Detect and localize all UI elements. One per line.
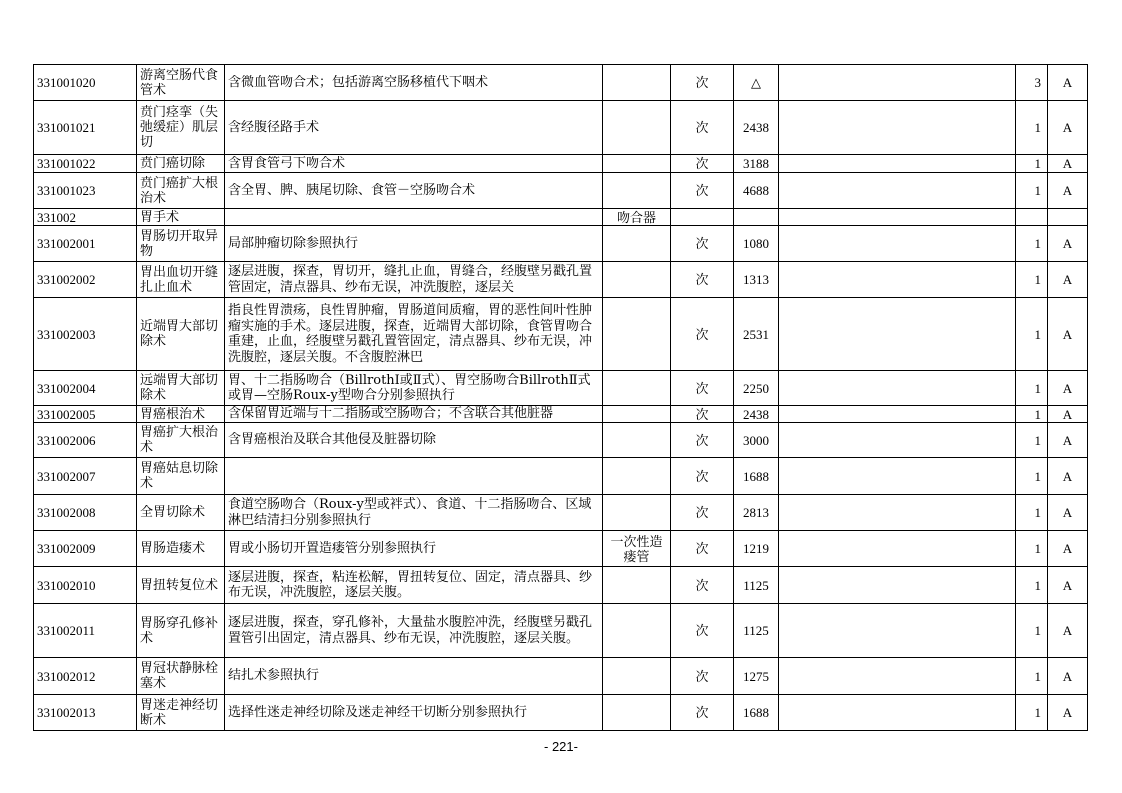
pricing-unit: 次	[671, 101, 734, 155]
item-content: 含经腹径路手术	[225, 101, 603, 155]
item-category: A	[1048, 423, 1088, 458]
excluded-materials	[603, 155, 671, 173]
item-code: 331002002	[34, 262, 137, 298]
pricing-unit: 次	[671, 495, 734, 531]
item-name: 近端胃大部切除术	[137, 298, 225, 371]
item-category: A	[1048, 567, 1088, 604]
item-name: 胃癌姑息切除术	[137, 458, 225, 495]
item-code: 331002005	[34, 406, 137, 423]
item-code: 331001020	[34, 65, 137, 101]
item-code: 331002012	[34, 658, 137, 695]
item-note	[779, 495, 1016, 531]
page-number: - 221-	[544, 739, 578, 754]
pricing-unit: 次	[671, 695, 734, 731]
item-code: 331002008	[34, 495, 137, 531]
item-content: 胃或小肠切开置造瘘管分别参照执行	[225, 531, 603, 567]
table-row	[34, 371, 1088, 406]
payment-ratio: 1	[1016, 371, 1048, 406]
payment-ratio: 1	[1016, 567, 1048, 604]
pricing-unit: 次	[671, 65, 734, 101]
excluded-materials	[603, 695, 671, 731]
item-name: 胃癌根治术	[137, 406, 225, 423]
item-code: 331002004	[34, 371, 137, 406]
table-row	[34, 173, 1088, 209]
item-content: 食道空肠吻合（Roux-y型或袢式）、食道、十二指肠吻合、区域淋巴结清扫分别参照执行	[225, 495, 603, 531]
item-note	[779, 226, 1016, 262]
table-row	[34, 262, 1088, 298]
item-name: 游离空肠代食管术	[137, 65, 225, 101]
payment-ratio	[1016, 209, 1048, 226]
item-code: 331002001	[34, 226, 137, 262]
item-code: 331002011	[34, 604, 137, 658]
item-price: 1275	[734, 658, 779, 695]
item-price: 1313	[734, 262, 779, 298]
payment-ratio: 1	[1016, 173, 1048, 209]
item-note	[779, 209, 1016, 226]
item-note	[779, 423, 1016, 458]
item-category: A	[1048, 298, 1088, 371]
item-content: 含微血管吻合术；包括游离空肠移植代下咽术	[225, 65, 603, 101]
item-price: 3188	[734, 155, 779, 173]
item-category: A	[1048, 262, 1088, 298]
payment-ratio: 1	[1016, 658, 1048, 695]
item-category: A	[1048, 658, 1088, 695]
excluded-materials	[603, 262, 671, 298]
item-content: 含全胃、脾、胰尾切除、食管－空肠吻合术	[225, 173, 603, 209]
excluded-materials: 一次性造瘘管	[603, 531, 671, 567]
item-category: A	[1048, 65, 1088, 101]
item-name: 贲门痉挛（失弛缓症）肌层切	[137, 101, 225, 155]
item-code: 331002006	[34, 423, 137, 458]
excluded-materials	[603, 458, 671, 495]
item-note	[779, 101, 1016, 155]
excluded-materials	[603, 495, 671, 531]
pricing-unit: 次	[671, 262, 734, 298]
item-code: 331001022	[34, 155, 137, 173]
item-category: A	[1048, 531, 1088, 567]
pricing-unit	[671, 209, 734, 226]
payment-ratio: 1	[1016, 423, 1048, 458]
item-price: 2438	[734, 406, 779, 423]
table-row	[34, 495, 1088, 531]
item-name: 胃迷走神经切断术	[137, 695, 225, 731]
pricing-unit: 次	[671, 406, 734, 423]
item-note	[779, 567, 1016, 604]
item-content: 胃、十二指肠吻合（BillrothⅠ或Ⅱ式）、胃空肠吻合BillrothⅡ式或胃—空肠Roux-y型吻合分别参照执行	[225, 371, 603, 406]
payment-ratio: 1	[1016, 458, 1048, 495]
item-name: 全胃切除术	[137, 495, 225, 531]
item-code: 331002003	[34, 298, 137, 371]
item-content: 结扎术参照执行	[225, 658, 603, 695]
payment-ratio: 1	[1016, 406, 1048, 423]
item-category: A	[1048, 371, 1088, 406]
pricing-unit: 次	[671, 371, 734, 406]
item-content: 指良性胃溃疡，良性胃肿瘤，胃肠道间质瘤，胃的恶性间叶性肿瘤实施的手术。逐层进腹，探查，近端胃大部切除，食管胃吻合重建，止血，经腹壁另戳孔置管固定，清点器具、纱布无误，冲洗腹腔，逐层关腹。不含腹腔淋巴	[225, 298, 603, 371]
item-content: 局部肿瘤切除参照执行	[225, 226, 603, 262]
pricing-unit: 次	[671, 298, 734, 371]
item-note	[779, 173, 1016, 209]
excluded-materials	[603, 423, 671, 458]
item-code: 331002009	[34, 531, 137, 567]
pricing-unit: 次	[671, 567, 734, 604]
item-note	[779, 531, 1016, 567]
item-category: A	[1048, 604, 1088, 658]
item-name: 胃手术	[137, 209, 225, 226]
item-price: 1125	[734, 567, 779, 604]
table-row	[34, 155, 1088, 173]
payment-ratio: 1	[1016, 262, 1048, 298]
excluded-materials	[603, 65, 671, 101]
table-row	[34, 298, 1088, 371]
excluded-materials: 吻合器	[603, 209, 671, 226]
item-note	[779, 65, 1016, 101]
item-price: 3000	[734, 423, 779, 458]
item-code: 331001021	[34, 101, 137, 155]
item-price	[734, 209, 779, 226]
payment-ratio: 1	[1016, 101, 1048, 155]
item-price: 2813	[734, 495, 779, 531]
item-note	[779, 371, 1016, 406]
excluded-materials	[603, 406, 671, 423]
item-category: A	[1048, 173, 1088, 209]
payment-ratio: 1	[1016, 604, 1048, 658]
item-note	[779, 155, 1016, 173]
pricing-unit: 次	[671, 173, 734, 209]
item-category: A	[1048, 406, 1088, 423]
excluded-materials	[603, 173, 671, 209]
table-row	[34, 423, 1088, 458]
pricing-unit: 次	[671, 226, 734, 262]
item-content: 含胃食管弓下吻合术	[225, 155, 603, 173]
payment-ratio: 1	[1016, 495, 1048, 531]
item-name: 胃肠切开取异物	[137, 226, 225, 262]
excluded-materials	[603, 101, 671, 155]
payment-ratio: 1	[1016, 155, 1048, 173]
excluded-materials	[603, 371, 671, 406]
payment-ratio: 3	[1016, 65, 1048, 101]
item-price: △	[734, 65, 779, 101]
item-price: 1125	[734, 604, 779, 658]
excluded-materials	[603, 567, 671, 604]
table-row	[34, 695, 1088, 731]
item-content: 含保留胃近端与十二指肠或空肠吻合；不含联合其他脏器	[225, 406, 603, 423]
payment-ratio: 1	[1016, 298, 1048, 371]
item-content: 逐层进腹，探查，穿孔修补，大量盐水腹腔冲洗，经腹壁另戳孔置管引出固定，清点器具、纱布无误，冲洗腹腔，逐层关腹。	[225, 604, 603, 658]
payment-ratio: 1	[1016, 695, 1048, 731]
pricing-unit: 次	[671, 458, 734, 495]
payment-ratio: 1	[1016, 226, 1048, 262]
item-code: 331002007	[34, 458, 137, 495]
item-code: 331002010	[34, 567, 137, 604]
item-note	[779, 604, 1016, 658]
pricing-unit: 次	[671, 155, 734, 173]
item-content	[225, 209, 603, 226]
item-price: 1219	[734, 531, 779, 567]
item-code: 331002013	[34, 695, 137, 731]
item-price: 1688	[734, 458, 779, 495]
item-category: A	[1048, 458, 1088, 495]
item-name: 贲门癌切除	[137, 155, 225, 173]
item-note	[779, 406, 1016, 423]
item-category: A	[1048, 695, 1088, 731]
table-row	[34, 458, 1088, 495]
item-note	[779, 458, 1016, 495]
table-row	[34, 406, 1088, 423]
item-note	[779, 298, 1016, 371]
item-code: 331002	[34, 209, 137, 226]
table-row	[34, 209, 1088, 226]
item-name: 贲门癌扩大根治术	[137, 173, 225, 209]
excluded-materials	[603, 658, 671, 695]
table-row	[34, 65, 1088, 101]
item-price: 2250	[734, 371, 779, 406]
item-note	[779, 658, 1016, 695]
pricing-unit: 次	[671, 423, 734, 458]
item-name: 胃扭转复位术	[137, 567, 225, 604]
item-price: 2438	[734, 101, 779, 155]
item-category	[1048, 209, 1088, 226]
item-name: 胃冠状静脉栓塞术	[137, 658, 225, 695]
item-content: 选择性迷走神经切除及迷走神经干切断分别参照执行	[225, 695, 603, 731]
item-content: 逐层进腹，探查，粘连松解，胃扭转复位、固定，清点器具、纱布无误，冲洗腹腔，逐层关腹。	[225, 567, 603, 604]
item-category: A	[1048, 226, 1088, 262]
item-price: 4688	[734, 173, 779, 209]
item-name: 胃出血切开缝扎止血术	[137, 262, 225, 298]
item-name: 胃肠造瘘术	[137, 531, 225, 567]
excluded-materials	[603, 226, 671, 262]
item-code: 331001023	[34, 173, 137, 209]
excluded-materials	[603, 298, 671, 371]
price-table	[33, 64, 1088, 731]
item-note	[779, 695, 1016, 731]
item-name: 远端胃大部切除术	[137, 371, 225, 406]
table-row	[34, 226, 1088, 262]
pricing-unit: 次	[671, 531, 734, 567]
item-content	[225, 458, 603, 495]
payment-ratio: 1	[1016, 531, 1048, 567]
item-content: 含胃癌根治及联合其他侵及脏器切除	[225, 423, 603, 458]
excluded-materials	[603, 604, 671, 658]
item-name: 胃癌扩大根治术	[137, 423, 225, 458]
item-category: A	[1048, 155, 1088, 173]
table-row	[34, 531, 1088, 567]
item-name: 胃肠穿孔修补术	[137, 604, 225, 658]
item-price: 1688	[734, 695, 779, 731]
table-row	[34, 101, 1088, 155]
item-content: 逐层进腹，探查，胃切开，缝扎止血，胃缝合，经腹壁另戳孔置管固定，清点器具、纱布无误，冲洗腹腔，逐层关	[225, 262, 603, 298]
table-row	[34, 604, 1088, 658]
pricing-unit: 次	[671, 658, 734, 695]
item-price: 2531	[734, 298, 779, 371]
item-category: A	[1048, 495, 1088, 531]
table-row	[34, 567, 1088, 604]
item-category: A	[1048, 101, 1088, 155]
pricing-unit: 次	[671, 604, 734, 658]
item-note	[779, 262, 1016, 298]
table-row	[34, 658, 1088, 695]
item-price: 1080	[734, 226, 779, 262]
